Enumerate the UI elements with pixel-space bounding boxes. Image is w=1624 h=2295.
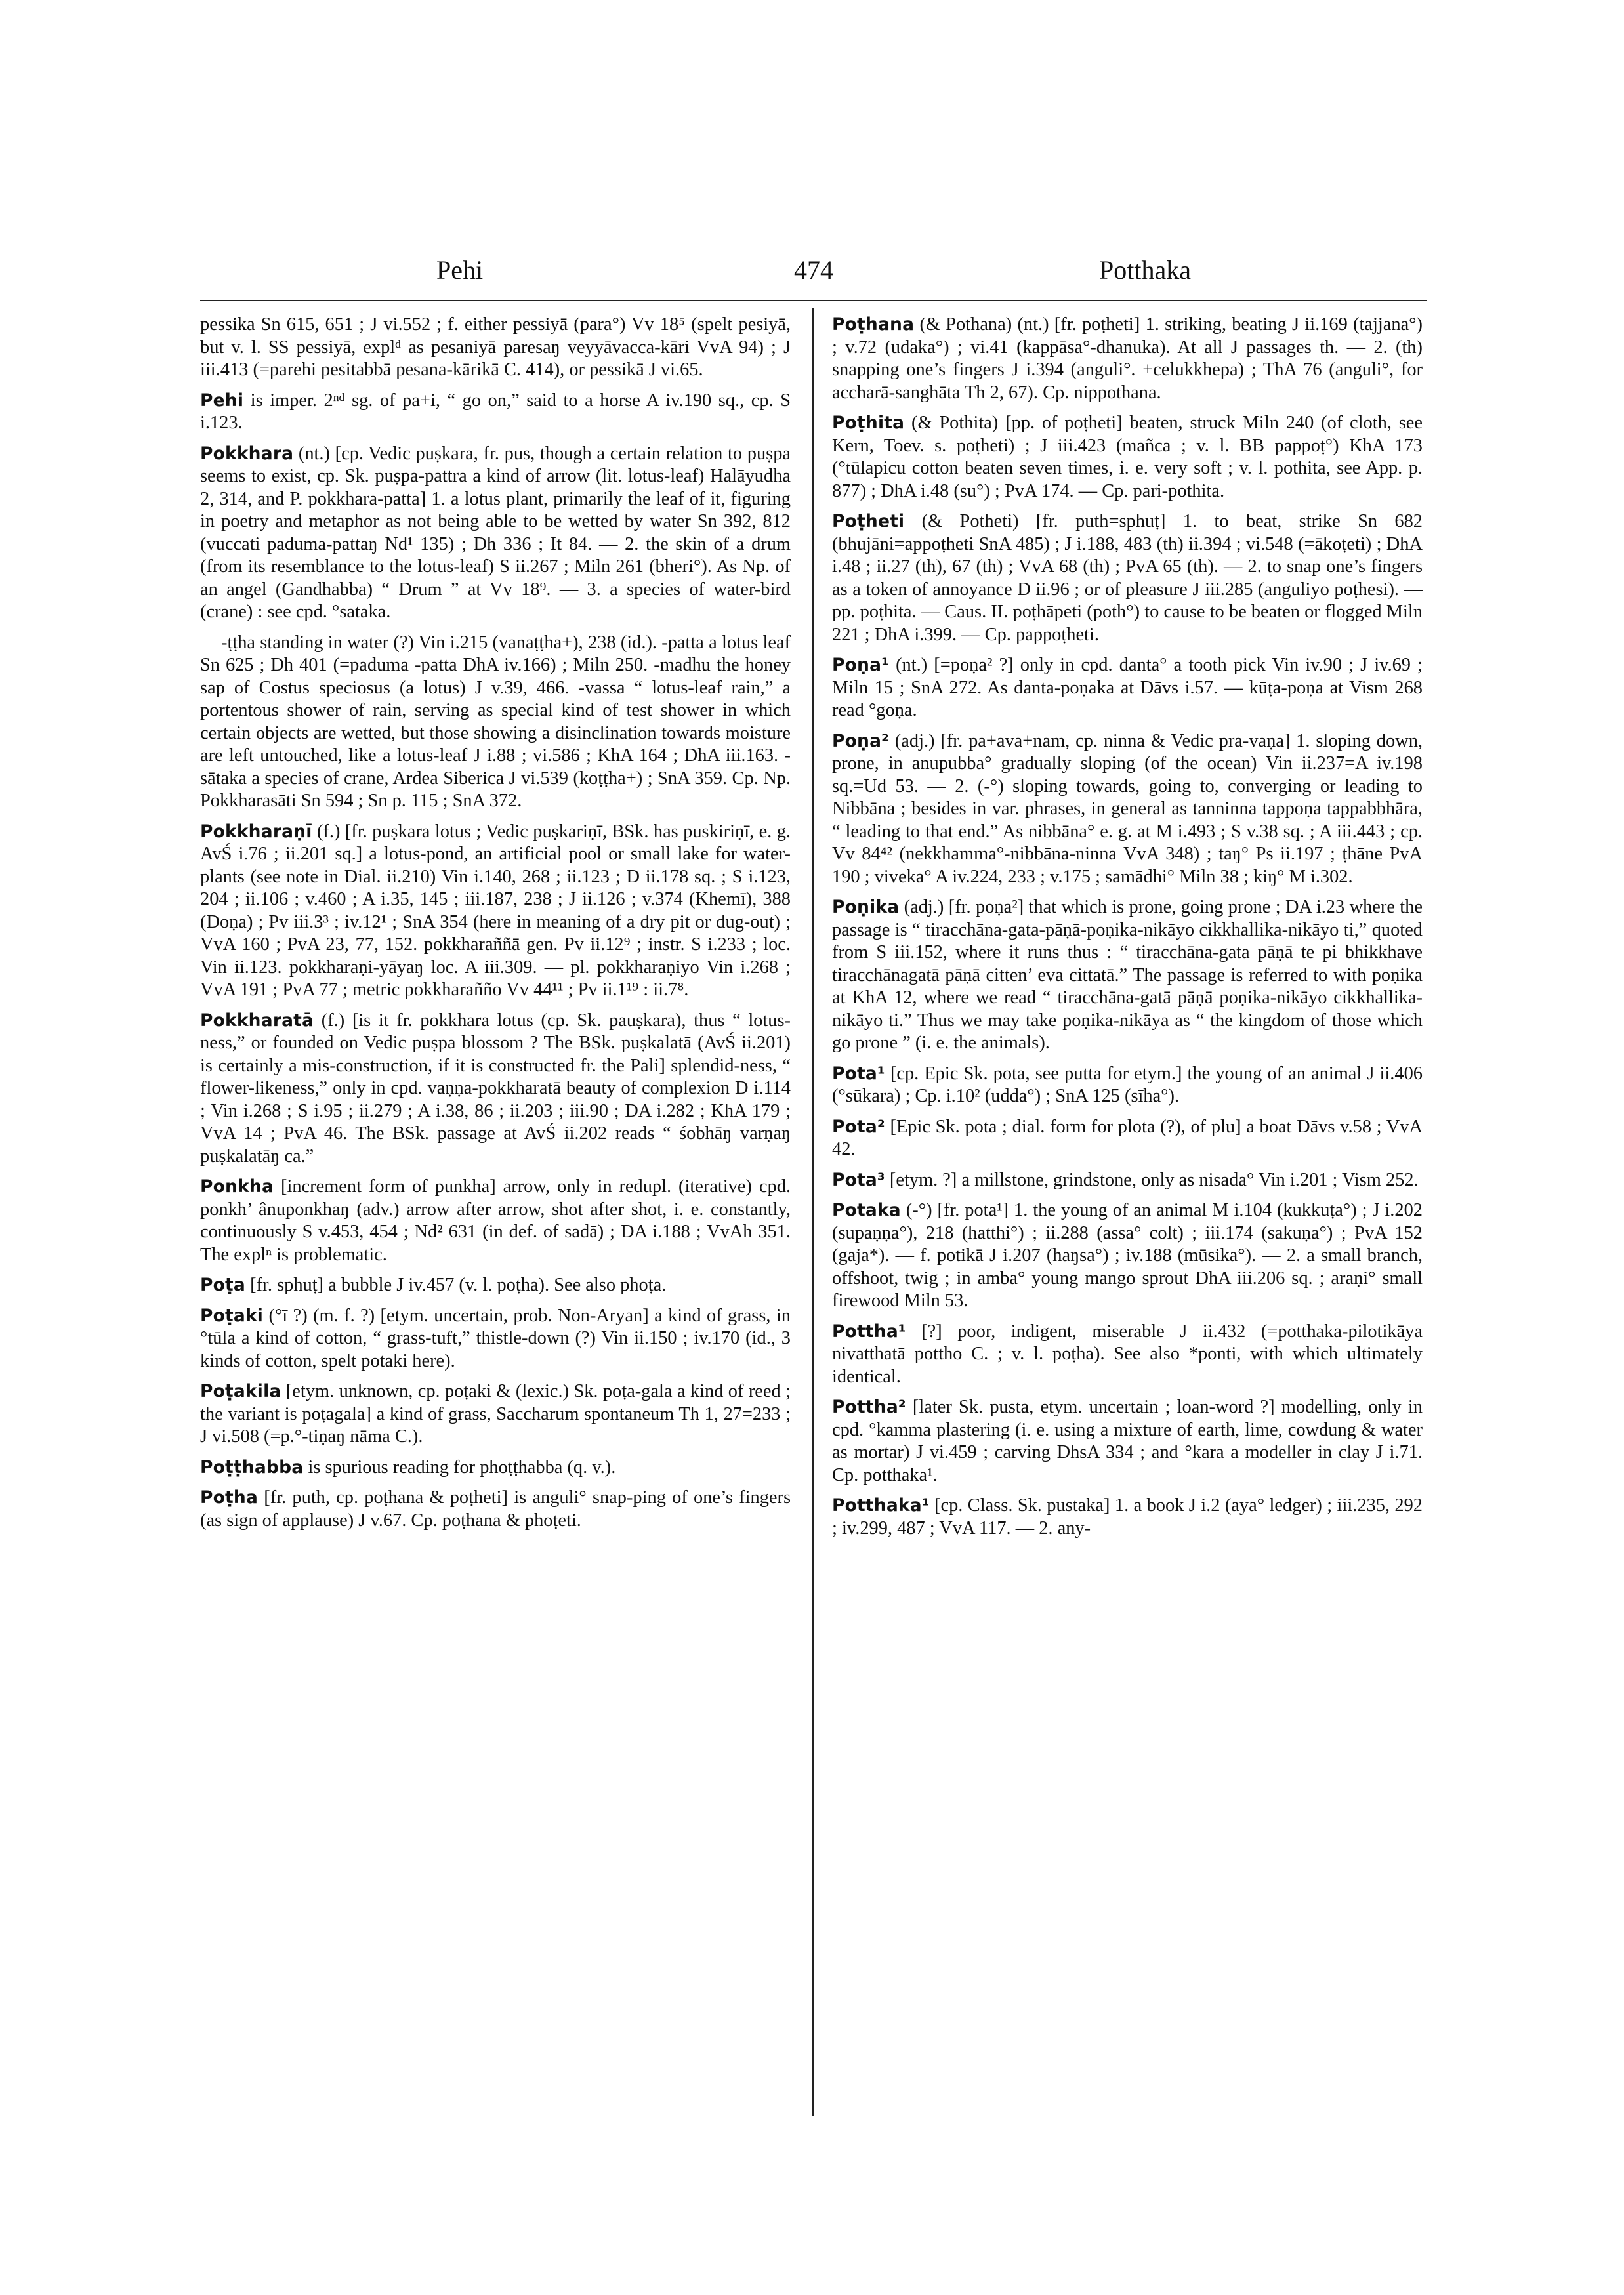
dictionary-entry bbox=[200, 1176, 791, 1266]
headword: Poṭa bbox=[200, 1275, 245, 1295]
headword: Poṭakila bbox=[200, 1381, 281, 1401]
entry-body: [cp. Epic Sk. pota, see putta for etym.] the young of an animal J ii.406 (°sūkara) ; Cp. i.10² (udda°) ; SnA 125 (sīha°). bbox=[832, 1063, 1423, 1106]
entry-body: [fr. puth, cp. poṭhana & poṭheti] is anguli° snap-ping of one’s fingers (as sign of applause) J v.67. Cp. poṭhana & phoṭeti. bbox=[200, 1487, 791, 1531]
dictionary-entry bbox=[832, 1063, 1423, 1108]
entry-body: is imper. 2ⁿᵈ sg. of pa+i, “ go on,” said to a horse A iv.190 sq., cp. S i.123. bbox=[200, 390, 791, 433]
header-left-word: Pehi bbox=[436, 255, 484, 285]
dictionary-entry bbox=[832, 1321, 1423, 1389]
dictionary-entry bbox=[832, 314, 1423, 404]
header-right-word: Potthaka bbox=[1099, 255, 1191, 285]
entry-body: (& Pothana) (nt.) [fr. poṭheti] 1. striking, beating J ii.169 (tajjana°) ; v.72 (udaka°) ; vi.41 (kappāsa°-dhanuka). At all J passages th. — 2. (th) snapping one’s fingers J i.394 (anguli°. +celukkhepa) ; ThA 76 (anguli°, for accharā-sanghāta Th 2, 67). Cp. nippothana. bbox=[832, 314, 1423, 403]
sub-entry bbox=[200, 632, 791, 813]
headword: Potaka bbox=[832, 1200, 901, 1220]
entry-body: (°ī ?) (m. f. ?) [etym. uncertain, prob. Non-Aryan] a kind of grass, in °tūla a kind of cotton, “ grass-tuft,” thistle-down (?) Vin ii.150 ; iv.170 (id., 3 kinds of cotton, spelt potaki here). bbox=[200, 1305, 791, 1371]
dictionary-entry bbox=[832, 654, 1423, 722]
headword: Poṭaki bbox=[200, 1305, 264, 1326]
headword: Pota³ bbox=[832, 1169, 885, 1190]
entry-body: [increment form of punkha] arrow, only in redupl. (iterative) cpd. ponkh’ ânuponkhaŋ (adv.) arrow after arrow, shot after shot, i. e. constantly, continuously S v.453, 454 ; Nd² 631 (in def. of sadā) ; DA i.188 ; VvAh 351. The explⁿ is problematic. bbox=[200, 1176, 791, 1265]
headword: Pehi bbox=[200, 390, 244, 411]
entry-body: [later Sk. pusta, etym. uncertain ; loan-word ?] modelling, only in cpd. °kamma plastering (i. e. using a mixture of earth, lime, cowdung & water as mortar) J vi.459 ; carving DhsA 334 ; and °kara a modeller in clay J i.71. Cp. potthaka¹. bbox=[832, 1397, 1423, 1485]
headword: Pokkharaṇī bbox=[200, 821, 312, 842]
headword: Poṭhana bbox=[832, 314, 915, 335]
page-number: 474 bbox=[794, 255, 833, 285]
dictionary-entry bbox=[200, 390, 791, 435]
dictionary-entry bbox=[832, 412, 1423, 503]
headword: Poṭṭhabba bbox=[200, 1457, 304, 1478]
dictionary-entry bbox=[832, 510, 1423, 646]
headword: Pokkharatā bbox=[200, 1010, 314, 1031]
headword: Pottha² bbox=[832, 1397, 906, 1417]
left-column bbox=[200, 314, 791, 1540]
header-rule bbox=[200, 300, 1427, 301]
entry-body: -ṭṭha standing in water (?) Vin i.215 (vanaṭṭha+), 238 (id.). -patta a lotus leaf Sn 625 ; Dh 401 (=paduma -patta DhA iv.166) ; Miln 250. -madhu the honey sap of Costus speciosus (a lotus) J v.39, 466. -vassa “ lotus-leaf rain,” a portentous shower of rain, serving as special kind of test shower in which certain objects are wetted, but those showing a disinclination towards moisture are left untouched, like a lotus-leaf J i.88 ; vi.586 ; KhA 164 ; DhA iii.163. -sātaka a species of crane, Ardea Siberica J vi.539 (koṭṭha+) ; SnA 359. Cp. Np. Pokkharasāti Sn 594 ; Sn p. 115 ; SnA 372. bbox=[200, 632, 791, 811]
entry-body: [fr. sphuṭ] a bubble J iv.457 (v. l. poṭha). See also phoṭa. bbox=[245, 1275, 667, 1295]
headword: Poṇa² bbox=[832, 730, 889, 751]
headword: Ponkha bbox=[200, 1176, 274, 1197]
entry-body: [etym. ?] a millstone, grindstone, only as nisada° Vin i.201 ; Vism 252. bbox=[885, 1169, 1419, 1190]
entry-body: (adj.) [fr. poṇa²] that which is prone, going prone ; DA i.23 where the passage is “ tiracchāna-gata-pāṇā-poṇika-nikāyo cikkhallika-nikāyo ti,” quoted from S iii.152, where it runs thus : “ tiracchāna-gata pāṇā te pi bhikkhave tiracchānagatā pāṇā citten’ eva cittatā.” The passage is referred to with poṇika at KhA 12, where we read “ tiracchāna-gatā pāṇā poṇika-nikāyo cikkhallika-nikāyo ti.” Thus we may take poṇika-nikāya as “ the kingdom of those which go prone ” (i. e. the animals). bbox=[832, 897, 1423, 1053]
dictionary-entry bbox=[200, 1457, 791, 1479]
headword: Poṇika bbox=[832, 897, 900, 917]
headword: Potthaka¹ bbox=[832, 1495, 930, 1516]
entry-body: (& Potheti) [fr. puth=sphuṭ] 1. to beat, strike Sn 682 (bhujāni=appoṭheti SnA 485) ; J i.188, 483 (th) ii.394 ; vi.548 (=ākoṭeti) ; DhA i.48 ; ii.27 (th), 67 (th) ; VvA 68 (th) ; PvA 65 (th). — 2. to snap one’s fingers as a token of annoyance D ii.96 ; or of pleasure J iii.285 (anguliyo poṭhesi). — pp. poṭhita. — Caus. II. poṭhāpeti (poth°) to cause to be beaten or flogged Miln 221 ; DhA i.399. — Cp. pappoṭheti. bbox=[832, 511, 1423, 645]
dictionary-entry bbox=[832, 1116, 1423, 1161]
dictionary-entry bbox=[200, 821, 791, 1002]
dictionary-entry bbox=[200, 443, 791, 624]
headword: Poṭheti bbox=[832, 511, 905, 531]
dictionary-entry bbox=[832, 1495, 1423, 1540]
headword: Pota² bbox=[832, 1116, 885, 1137]
entry-body: (f.) [fr. puṣkara lotus ; Vedic puṣkariṇī, BSk. has puskiriṇī, e. g. AvŚ i.76 ; ii.201 sq.] a lotus-pond, an artificial pool or small lake for water-plants (see note in Dial. ii.210) Vin i.140, 268 ; ii.123 ; D ii.178 sq. ; S i.123, 204 ; ii.106 ; v.460 ; A i.35, 145 ; iii.187, 238 ; J ii.126 ; v.374 (Khemī), 388 (Doṇa) ; Pv iii.3³ ; iv.12¹ ; SnA 354 (here in meaning of a dry pit or dug-out) ; VvA 160 ; PvA 23, 77, 152. pokkharaññā gen. Pv ii.12⁹ ; instr. S i.233 ; loc. Vin ii.123. pokkharaṇi-yāyaŋ loc. A iii.309. — pl. pokkharaṇiyo Vin i.268 ; VvA 191 ; PvA 77 ; metric pokkharañño Vv 44¹¹ ; Pv ii.1¹⁹ : ii.7⁸. bbox=[200, 821, 791, 1000]
dictionary-entry bbox=[200, 314, 791, 382]
column-divider bbox=[812, 308, 814, 2116]
dictionary-entry bbox=[200, 1487, 791, 1532]
dictionary-entry bbox=[832, 896, 1423, 1055]
page-header bbox=[200, 255, 1427, 294]
dictionary-entry bbox=[200, 1010, 791, 1168]
entry-body: (f.) [is it fr. pokkhara lotus (cp. Sk. pauṣkara), thus “ lotus-ness,” or founded on Vedic puṣpa blossom ? The BSk. puṣkalatā (AvŚ ii.201) is certainly a mis-construction, if it is constructed fr. the Pali] splendid-ness, “ flower-likeness,” only in cpd. vaṇṇa-pokkharatā beauty of complexion D i.114 ; Vin i.268 ; S i.95 ; ii.279 ; A i.38, 86 ; ii.203 ; iii.90 ; DA i.282 ; KhA 179 ; VvA 14 ; PvA 46. The BSk. passage at AvŚ ii.202 reads “ śobhāŋ varṇaŋ puṣkalatāŋ ca.” bbox=[200, 1010, 791, 1167]
entry-body: [cp. Class. Sk. pustaka] 1. a book J i.2 (aya° ledger) ; iii.235, 292 ; iv.299, 487 ; VvA 117. — 2. any- bbox=[832, 1495, 1423, 1539]
entry-body: (adj.) [fr. pa+ava+nam, cp. ninna & Vedic pra-vaṇa] 1. sloping down, prone, in anupubba° gradually sloping (of the ocean) Vin ii.237=A iv.198 sq.=Ud 53. — 2. (-°) sloping towards, going to, converging or leading to Nibbāna ; besides in var. phrases, in general as tanninna tappoṇa tappabbhāra, “ leading to that end.” As nibbāna° e. g. at M i.493 ; S v.38 sq. ; A iii.443 ; cp. Vv 84⁴² (nekkhamma°-nibbāna-ninna VvA 348) ; taŋ° Ps ii.197 ; ṭhāne PvA 190 ; viveka° A iv.224, 233 ; v.175 ; samādhi° Miln 38 ; kiŋ° M i.302. bbox=[832, 730, 1423, 887]
headword: Pottha¹ bbox=[832, 1321, 906, 1342]
entry-body: [Epic Sk. pota ; dial. form for plota (?), of plu] a boat Dāvs v.58 ; VvA 42. bbox=[832, 1116, 1423, 1159]
headword: Poṇa¹ bbox=[832, 655, 889, 675]
entry-body: is spurious reading for phoṭṭhabba (q. v.). bbox=[303, 1457, 616, 1478]
entry-body: (-°) [fr. pota¹] 1. the young of an animal M i.104 (kukkuṭa°) ; J i.202 (supaṇṇa°), 218 (hatthi°) ; ii.288 (assa° colt) ; iii.174 (sakuṇa°) ; PvA 152 (gaja*). — f. potikā J i.207 (haŋsa°) ; iv.188 (mūsika°). — 2. a small branch, offshoot, twig ; in amba° young mango sprout DhA iii.206 sq. ; araṇi° small firewood Miln 53. bbox=[832, 1200, 1423, 1311]
entry-body: pessika Sn 615, 651 ; J vi.552 ; f. either pessiyā (para°) Vv 18⁵ (spelt pesiyā, but v. l. SS pessiyā, explᵈ as pesaniyā paresaŋ veyyāvacca-kāri VvA 94) ; J iii.413 (=parehi pesitabbā pesana-kārikā C. 414), or pessikā J vi.65. bbox=[200, 314, 791, 380]
dictionary-entry bbox=[832, 730, 1423, 889]
dictionary-entry bbox=[200, 1274, 791, 1297]
entry-body: [?] poor, indigent, miserable J ii.432 (=potthaka-pilotikāya nivatthatā pottho C. ; v. l. poṭha). See also *ponti, with which ultimately identical. bbox=[832, 1321, 1423, 1387]
dictionary-entry bbox=[832, 1396, 1423, 1487]
right-column bbox=[832, 314, 1423, 1548]
headword: Pokkhara bbox=[200, 443, 294, 464]
headword: Poṭha bbox=[200, 1487, 259, 1508]
dictionary-entry bbox=[832, 1169, 1423, 1192]
entry-body: (nt.) [=poṇa² ?] only in cpd. danta° a tooth pick Vin iv.90 ; J iv.69 ; Miln 15 ; SnA 272. As danta-poṇaka at Dāvs i.57. — kūṭa-poṇa at Vism 268 read °goṇa. bbox=[832, 655, 1423, 720]
dictionary-entry bbox=[200, 1380, 791, 1449]
dictionary-entry bbox=[832, 1199, 1423, 1313]
entry-body: [etym. unknown, cp. poṭaki & (lexic.) Sk. poṭa-gala a kind of reed ; the variant is poṭagala] a kind of grass, Saccharum spontaneum Th 1, 27=233 ; J vi.508 (=p.°-tiṇaŋ nāma C.). bbox=[200, 1381, 791, 1447]
entry-body: (nt.) [cp. Vedic puṣkara, fr. pus, though a certain relation to puṣpa seems to exist, cp. Sk. puṣpa-pattra a kind of arrow (lit. lotus-leaf) Halāyudha 2, 314, and P. pokkhara-patta] 1. a lotus plant, primarily the leaf of it, figuring in poetry and metaphor as not being able to be wetted by water Sn 392, 812 (vuccati paduma-pattaŋ Nd¹ 135) ; Dh 336 ; It 84. — 2. the skin of a drum (from its resemblance to the lotus-leaf) S ii.267 ; Miln 261 (bheri°). As Np. of an angel (Gandhabba) “ Drum ” at Vv 18⁹. — 3. a species of water-bird (crane) : see cpd. °sataka. bbox=[200, 443, 791, 622]
headword: Poṭhita bbox=[832, 413, 905, 433]
dictionary-entry bbox=[200, 1305, 791, 1373]
entry-body: (& Pothita) [pp. of poṭheti] beaten, struck Miln 240 (of cloth, see Kern, Toev. s. poṭheti) ; J iii.423 (mañca ; v. l. BB pappoṭ°) KhA 173 (°tūlapicu cotton beaten seven times, i. e. very soft ; v. l. pothita, see App. p. 877) ; DhA i.48 (su°) ; PvA 174. — Cp. pari-pothita. bbox=[832, 413, 1423, 501]
headword: Pota¹ bbox=[832, 1063, 885, 1084]
